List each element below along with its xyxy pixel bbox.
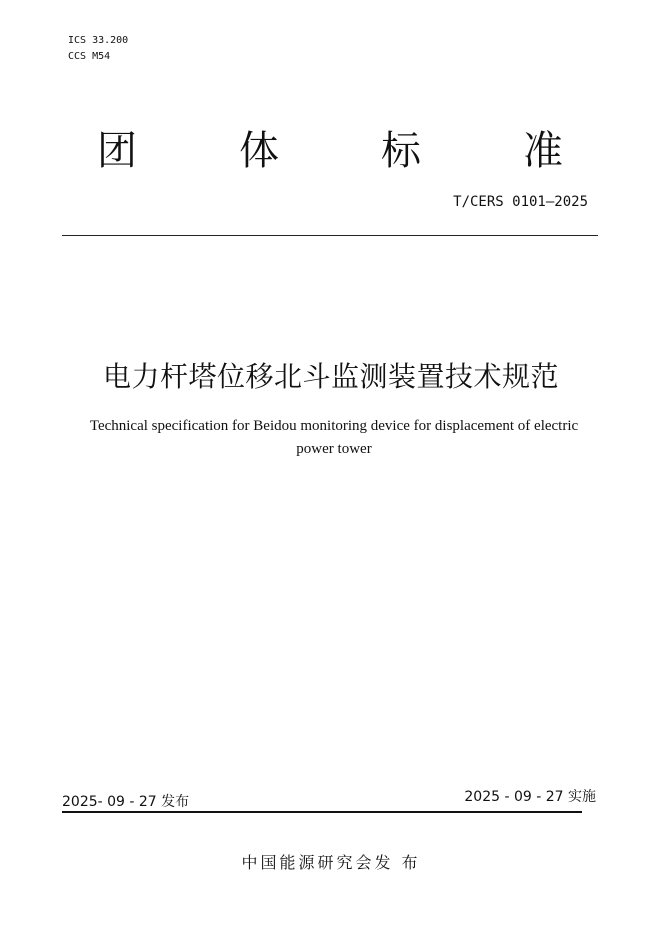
top-divider: [62, 235, 598, 236]
title-chinese: 电力杆塔位移北斗监测装置技术规范: [102, 360, 559, 393]
doc-type-char: 标: [381, 128, 421, 174]
publish-date: 2025- 09 - 27 发布: [62, 794, 190, 810]
ccs-code: CCS M54: [68, 51, 111, 62]
title-english-line: Technical specification for Beidou monitoring device for displacement of electric: [89, 418, 579, 434]
bottom-divider: [62, 811, 582, 813]
doc-type-char: 团: [97, 128, 137, 174]
doc-type-char: 体: [239, 128, 279, 174]
document-type-heading: [80, 126, 580, 176]
ics-code: ICS 33.200: [68, 35, 129, 46]
title-english-line: power tower: [296, 441, 372, 457]
doc-type-char: 准: [523, 128, 563, 174]
standard-number: T/CERS 0101—2025: [453, 194, 588, 210]
publisher: 中国能源研究会发 布: [241, 853, 421, 872]
title-english: [84, 415, 584, 461]
implement-date: 2025 - 09 - 27 实施: [464, 789, 596, 805]
classification-codes: [68, 33, 128, 65]
